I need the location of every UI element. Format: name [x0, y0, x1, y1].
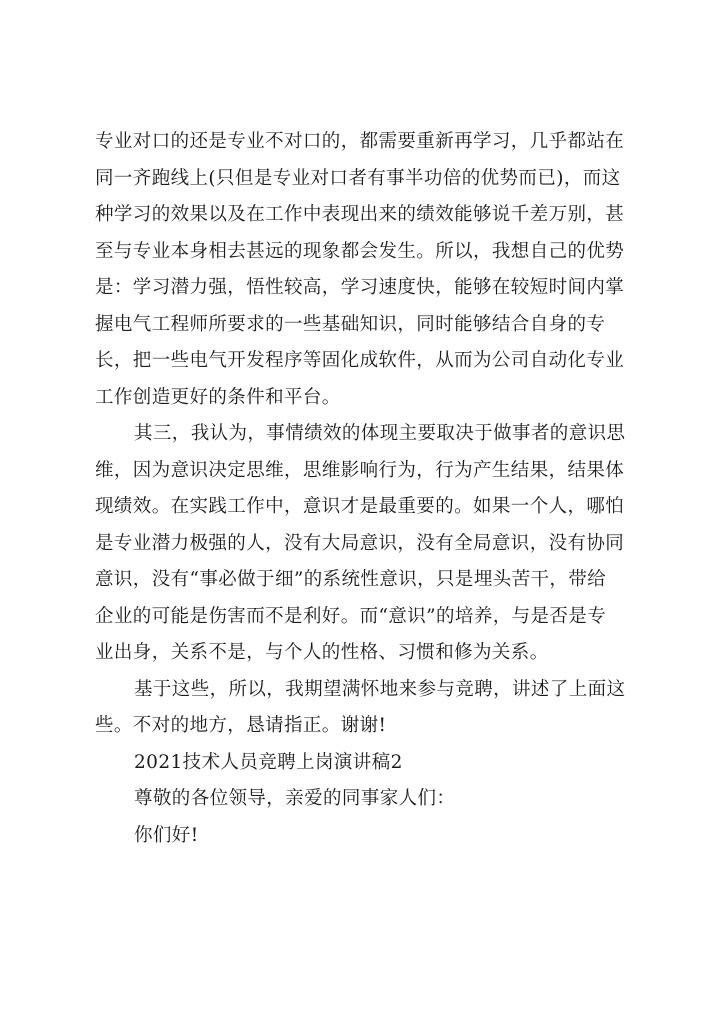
paragraph-start-line: 其三，我认为，事情绩效的体现主要取决于做事者的意识思: [134, 423, 626, 444]
salutation-line: 尊敬的各位领导，亲爱的同事家人们：: [134, 788, 456, 809]
body-line: 是专业潜力极强的人，没有大局意识，没有全局意识，没有协同: [95, 532, 625, 554]
body-line: 意识，没有“事必做于细”的系统性意识，只是埋头苦干，带给: [95, 569, 607, 590]
body-line: 些。不对的地方，恳请指正。谢谢!: [95, 715, 387, 736]
body-line: 种学习的效果以及在工作中表现出来的绩效能够说千差万别，甚: [95, 204, 625, 225]
body-line: 维，因为意识决定思维，思维影响行为，行为产生结果，结果体: [95, 459, 625, 481]
paragraph-start-line: 基于这些，所以，我期望满怀地来参与竞聘，讲述了上面这: [134, 678, 626, 700]
body-line: 是：学习潜力强，悟性较高，学习速度快，能够在较短时间内掌: [95, 277, 625, 298]
body-line: 企业的可能是伤害而不是利好。而“意识”的培养，与是否是专: [95, 605, 607, 627]
section-title: 2021技术人员竞聘上岗演讲稿2: [134, 751, 403, 773]
body-line: 专业对口的还是专业不对口的，都需要重新再学习，几乎都站在: [95, 131, 625, 152]
body-line: 握电气工程师所要求的一些基础知识，同时能够结合自身的专: [95, 313, 606, 335]
body-line: 同一齐跑线上(只但是专业对口者有事半功倍的优势而已)，而这: [95, 167, 621, 189]
body-line: 长，把一些电气开发程序等固化成软件，从而为公司自动化专业: [95, 350, 625, 371]
body-line: 业出身，关系不是，与个人的性格、习惯和修为关系。: [95, 642, 549, 663]
body-line: 至与专业本身相去甚远的现象都会发生。所以，我想自己的优势: [95, 240, 625, 262]
document-body: [95, 124, 655, 854]
body-line: 工作创造更好的条件和平台。: [95, 386, 341, 408]
greeting-line: 你们好!: [134, 824, 199, 846]
body-line: 现绩效。在实践工作中，意识才是最重要的。如果一个人，哪怕: [95, 496, 625, 517]
